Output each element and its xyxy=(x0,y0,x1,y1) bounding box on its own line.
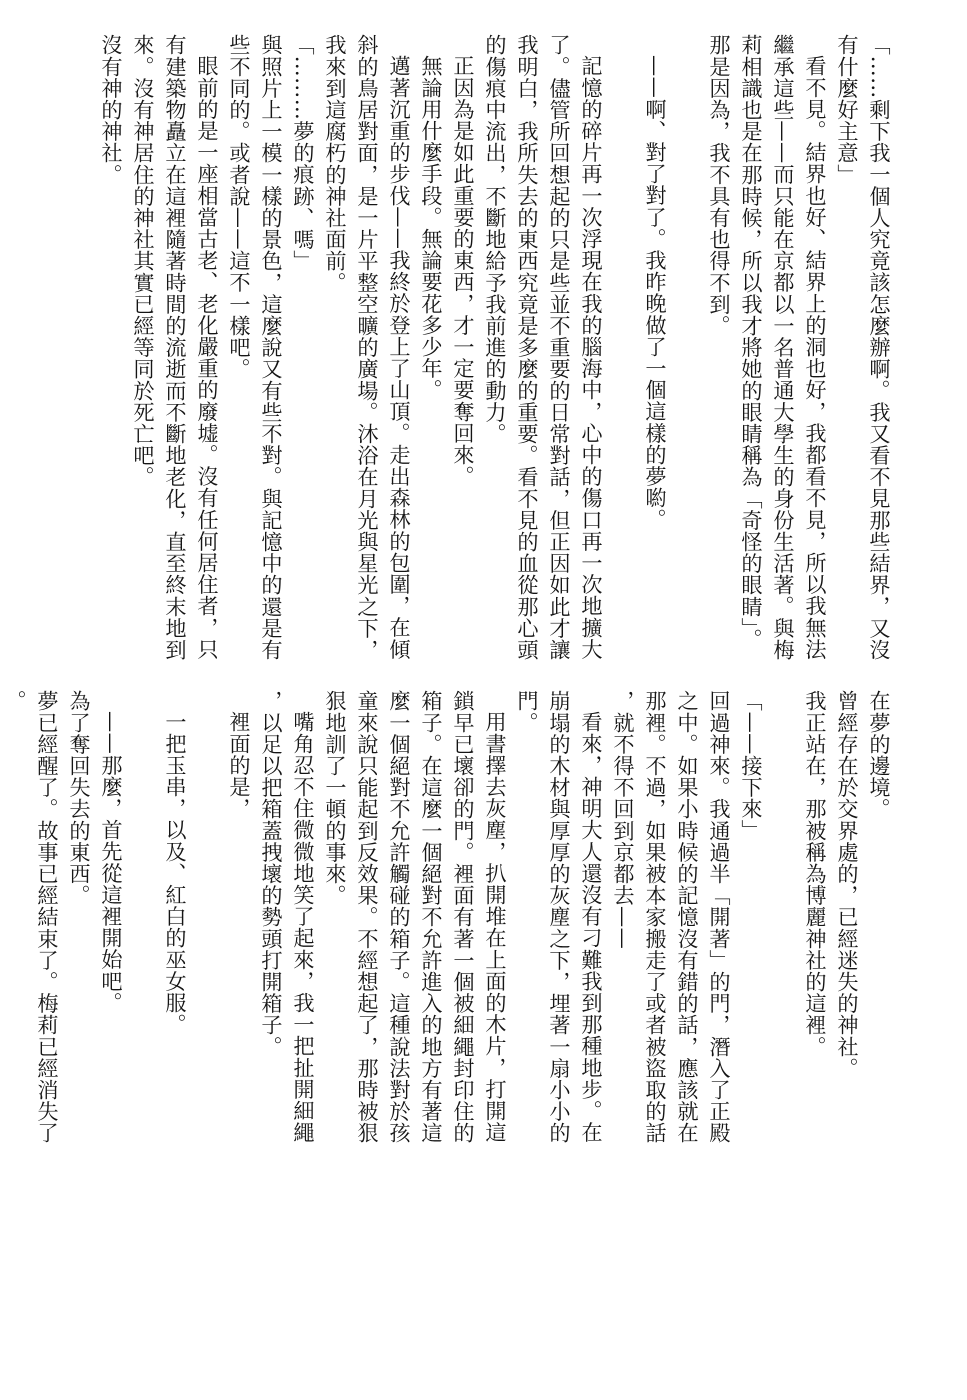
lower-text-block xyxy=(3,690,895,1150)
paragraph: 「——接下來」 xyxy=(739,690,764,842)
blank-line xyxy=(607,34,639,666)
upper-text-block xyxy=(75,34,895,666)
blank-line xyxy=(127,690,159,1150)
paragraph: 我正站在，那被稱為博麗神社的這裡。 xyxy=(803,690,828,1058)
paragraph: ——啊、對了對了。我昨晚做了一個這樣的夢喲。 xyxy=(643,55,668,531)
paragraph: 夢已經醒了。故事已經結束了。梅莉已經消失了。 xyxy=(3,690,60,1144)
paragraph: 記憶的碎片再一次浮現在我的腦海中，心中的傷口再一次地擴大了。儘管所回想起的只是些並不重要的日常對話，但正因如此才讓我明白，我所失去的東西究竟是多麼的重要。看不見的血從那心頭的傷痕中流出，不斷地給予我前進的動力。 xyxy=(483,34,604,661)
paragraph: 一把玉串，以及、紅白的巫女服。 xyxy=(163,711,188,1036)
paragraph: 「……剩下我一個人究竟該怎麼辦啊。我又看不見那些結界，又沒有什麼好主意」 xyxy=(835,34,892,661)
blank-line xyxy=(191,690,223,1150)
paragraph: 為了奪回失去的東西。 xyxy=(67,690,92,906)
blank-line xyxy=(671,34,703,666)
paragraph: 看不見。結界也好、結界上的洞也好，我都看不見，所以我無法繼承這些——而只能在京都以一名普通大學生的身份生活著。與梅莉相識也是在那時候，所以我才將她的眼睛稱為「奇怪的眼睛」。那是因為，我不具有也得不到。 xyxy=(707,34,828,661)
paragraph: 在夢的邊境。 xyxy=(867,690,892,820)
paragraph: 裡面的是， xyxy=(227,711,252,820)
blank-line xyxy=(767,690,799,1150)
paragraph: ——那麼，首先從這裡開始吧。 xyxy=(99,711,124,1014)
paragraph: 正因為是如此重要的東西，才一定要奪回來。 xyxy=(451,55,476,488)
paragraph: 無論用什麼手段。無論要花多少年。 xyxy=(419,55,444,401)
paragraph: 沒有神的神社。 xyxy=(99,34,124,186)
paragraph: 嘴角忍不住微微地笑了起來，我一把扯開細繩，以足以把箱蓋拽壞的勢頭打開箱子。 xyxy=(259,690,316,1144)
paragraph: 邁著沉重的步伐——我終於登上了山頂。走出森林的包圍，在傾斜的鳥居對面，是一片平整空曠的廣場。沐浴在月光與星光之下，我來到這腐朽的神社面前。 xyxy=(323,34,412,661)
paragraph: 看來，神明大人還沒有刁難我到那種地步。在崩塌的木材與厚厚的灰塵之下，埋著一扇小小的門。 xyxy=(515,690,604,1144)
paragraph: 曾經存在於交界處的，已經迷失的神社。 xyxy=(835,690,860,1079)
paragraph: 與照片上一模一樣的景色，這麼說又有些不對。與記憶中的還是有些不同的。或者說——這不一樣吧。 xyxy=(227,34,284,661)
paragraph: 用書擇去灰塵，扒開堆在上面的木片，打開這鎖早已壞卻的門。裡面有著一個被細繩封印住的箱子。在這麼一個絕對不允許進入的地方有著這麼一個絕對不允許觸碰的箱子。這種說法對於孩童來說只能起到反效果。不經想起了，那時被狠狠地訓了一頓的事來。 xyxy=(323,690,508,1144)
paragraph: 眼前的是一座相當古老、老化嚴重的廢墟。沒有任何居住者，只有建築物矗立在這裡隨著時間的流逝而不斷地老化，直至終末地到來。沒有神居住的神社其實已經等同於死亡吧。 xyxy=(131,34,220,661)
paragraph: 「………夢的痕跡、嗎」 xyxy=(291,34,316,272)
paragraph: 回過神來。我通過半「開著」的門，潛入了正殿之中。如果小時候的記憶沒有錯的話，應該就在那裡。不過，如果被本家搬走了或者被盜取的話，就不得不回到京都去—— xyxy=(611,690,732,1144)
